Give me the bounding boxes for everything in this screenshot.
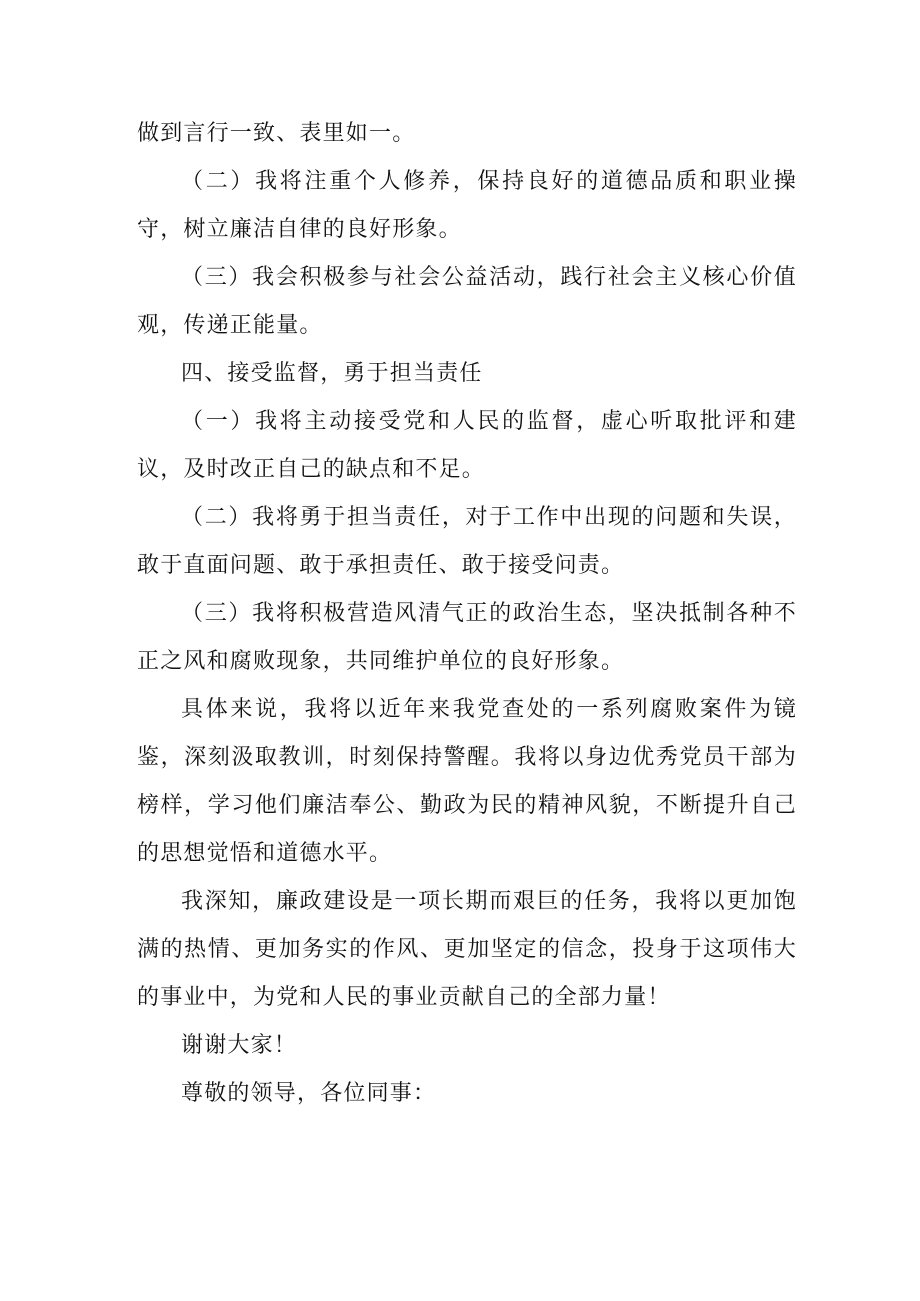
paragraph-item-4-3: （三）我将积极营造风清气正的政治生态，坚决抵制各种不正之风和腐败现象，共同维护单位的良好形象。 bbox=[137, 601, 797, 674]
paragraph-continuation: 做到言行一致、表里如一。 bbox=[137, 121, 416, 146]
paragraph-item-4-1: （一）我将主动接受党和人民的监督，虚心听取批评和建议，及时改正自己的缺点和不足。 bbox=[137, 409, 797, 482]
paragraph-item-3-2: （二）我将注重个人修养，保持良好的道德品质和职业操守，树立廉洁自律的良好形象。 bbox=[137, 169, 797, 242]
paragraph-item-3-3: （三）我会积极参与社会公益活动，践行社会主义核心价值观，传递正能量。 bbox=[137, 265, 797, 338]
section-heading-4: 四、接受监督，勇于担当责任 bbox=[181, 361, 483, 386]
paragraph-thanks: 谢谢大家！ bbox=[181, 1033, 298, 1058]
document-body bbox=[137, 110, 797, 1118]
paragraph-salutation: 尊敬的领导，各位同事： bbox=[181, 1081, 437, 1106]
paragraph-item-4-2: （二）我将勇于担当责任，对于工作中出现的问题和失误，敢于直面问题、敢于承担责任、敢于接受问责。 bbox=[137, 505, 797, 578]
paragraph-commitment: 我深知，廉政建设是一项长期而艰巨的任务，我将以更加饱满的热情、更加务实的作风、更加坚定的信念，投身于这项伟大的事业中，为党和人民的事业贡献自己的全部力量！ bbox=[137, 889, 797, 1010]
paragraph-specifics: 具体来说，我将以近年来我党查处的一系列腐败案件为镜鉴，深刻汲取教训，时刻保持警醒。我将以身边优秀党员干部为榜样，学习他们廉洁奉公、勤政为民的精神风貌，不断提升自己的思想觉悟和道德水平。 bbox=[137, 697, 797, 866]
